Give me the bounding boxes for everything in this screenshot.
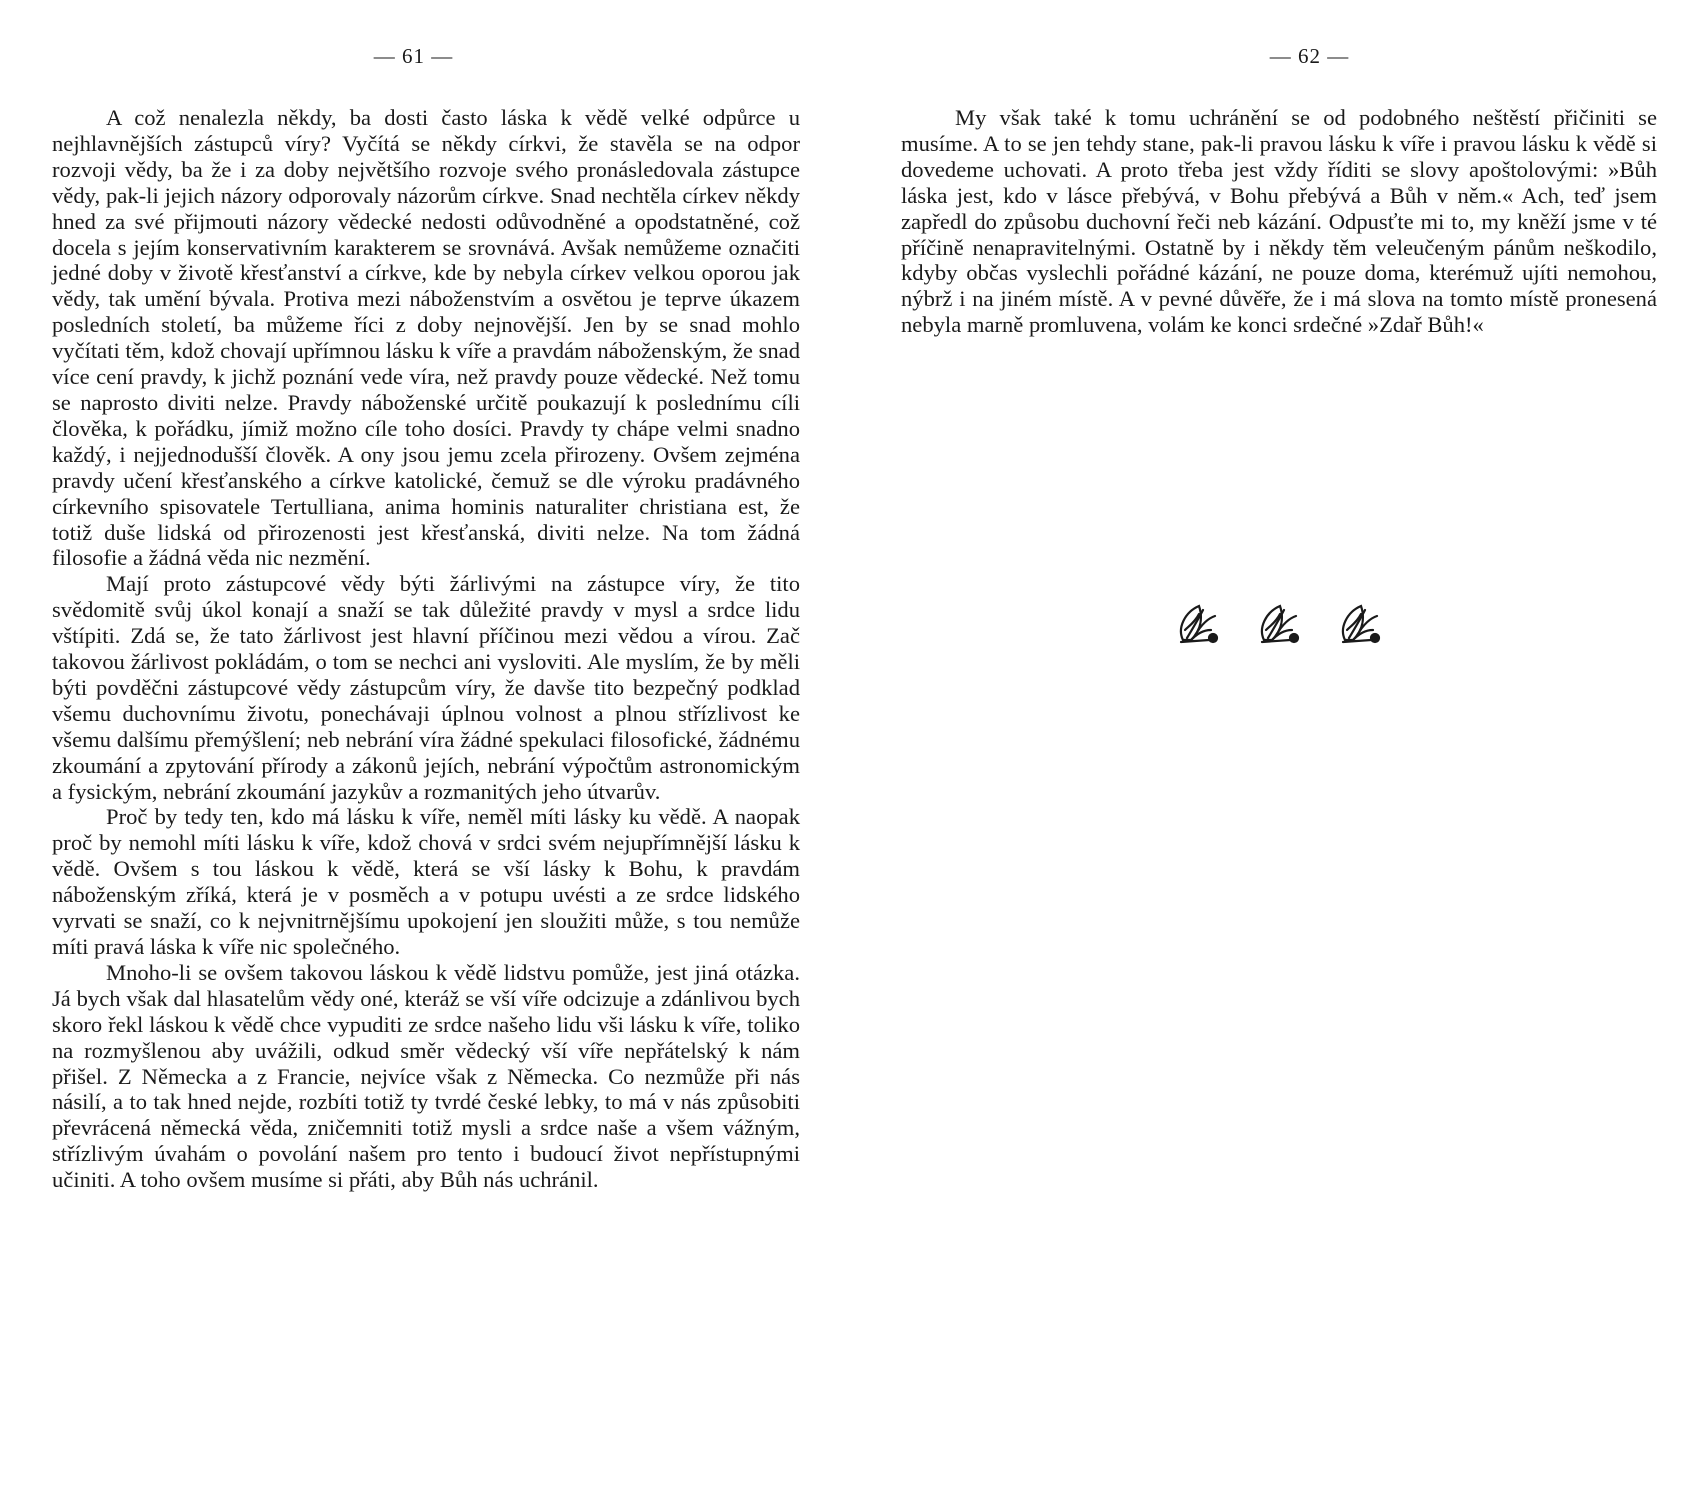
leaf-ornament-icon [1173,600,1221,648]
closing-ornament [1173,600,1383,650]
paragraph: Mají proto zástupcové vědy býti žárlivými na zástupce víry, že tito svědomitě svůj úkol konají a snaží se tak důležité pravdy v mysl a srdce lidu vštípiti. Zdá se, že tato žárlivost jest hlavní příčinou mezi vědou a vírou. Zač takovou žárlivost pokládám, o tom se nechci ani vysloviti. Ale myslím, že by měli býti povděčni zástupcové vědy zástupcům víry, že davše tito bezpečný podklad všemu duchovnímu životu, ponechávaji úplnou volnost a plnou střízlivost ke všemu dalšímu přemýšlení; neb nebrání víra žádné spekulaci filosofické, žádnému zkoumání a zpytování přírody a zákonů jejích, nebrání výpočtům astronomickým a fysickým, nebrání zkoumání jazykův a rozmanitých jeho útvarův. [52,571,800,804]
leaf-ornament-icon [1254,600,1302,648]
right-page [843,0,1686,1500]
paragraph: My však také k tomu uchránění se od podobného neštěstí přičiniti se musíme. A to se jen tehdy stane, pak-li pravou lásku k víře i pravou lásku k vědě si dovedeme uchovati. A proto třeba jest vždy říditi se slovy apoštolovými: »Bůh láska jest, kdo v lásce přebývá, v Bohu přebývá a Bůh v něm.« Ach, teď jsem zapředl do způsobu duchovní řeči neb kázání. Odpusťte mi to, my kněží jsme v té příčině nenapravitelnými. Ostatně by i někdy těm veleučeným pánům neškodilo, kdyby občas vyslechli pořádné kázání, ne pouze doma, kterémuž ujíti nemohou, nýbrž i na jiném místě. A v pevné důvěře, že i má slova na tomto místě pronesená nebyla marně promluvena, volám ke konci srdečné »Zdař Bůh!« [901,105,1657,338]
page-number: — 61 — [373,44,454,68]
leaf-ornament-icon [1335,600,1383,648]
paragraph: A což nenalezla někdy, ba dosti často láska k vědě velké odpůrce u nejhlavnějších zástupců víry? Vyčítá se někdy církvi, že stavěla se na odpor rozvoji vědy, ba že i za doby největšího rozvoje svého pronásledovala zástupce vědy, pak-li jejich názory odporovaly názorům církve. Snad nechtěla církev někdy hned za své přijmouti názory vědecké nedosti odůvodněné a opodstatněné, což docela s jejím konservativním karakterem se srovnává. Avšak nemůžeme označiti jedné doby v životě křesťanství a církve, kde by nebyla církev velkou oporou jak vědy, tak umění bývala. Protiva mezi náboženstvím a osvětou je teprve úkazem posledních století, ba můžeme říci z doby nejnovější. Jen by se snad mohlo vyčítati těm, kdož chovají upřímnou lásku k víře a pravdám náboženským, že snad více cení pravdy, k jichž poznání vede víra, než pravdy pouze vědecké. Než tomu se naprosto diviti nelze. Pravdy náboženské určitě poukazují k poslednímu cíli člověka, k pořádku, jímiž možno cíle toho dosíci. Pravdy ty chápe velmi snadno každý, i nejjednodušší člověk. A ony jsou jemu zcela přirozeny. Ovšem zejména pravdy učení křesťanského a církve katolické, čemuž se dle výroku pradávného církevního spisovatele Tertulliana, anima hominis naturaliter christiana est, že totiž duše lidská od přirozenosti jest křesťanská, diviti nelze. Na tom žádná filosofie a žádná věda nic nezmění. [52,105,800,571]
page-number: — 62 — [1269,44,1350,68]
text-column [52,105,800,1193]
paragraph: Mnoho-li se ovšem takovou láskou k vědě lidstvu pomůže, jest jiná otázka. Já bych však dal hlasatelům vědy oné, kteráž se vší víře odcizuje a zdánlivou bych skoro řekl láskou k vědě chce vypuditi ze srdce našeho lidu vši lásku k víře, toliko na rozmyšlenou aby uvážili, odkud směr vědecký vší víře nepřátelský k nám přišel. Z Německa a z Francie, nejvíce však z Německa. Co nezmůže při nás násilí, a to tak hned nejde, rozbíti totiž ty tvrdé české lebky, to má v nás způsobiti převrácená německá věda, zničemniti totiž mysli a srdce naše a všem vážným, střízlivým úvahám o povolání našem pro tento i budoucí život nepřístupnými učiniti. A toho ovšem musíme si přáti, aby Bůh nás uchránil. [52,959,800,1193]
paragraph: Proč by tedy ten, kdo má lásku k víře, neměl míti lásky ku vědě. A naopak proč by nemohl míti lásku k víře, kdož chová v srdci svém nejupřímnější lásku k vědě. Ovšem s tou láskou k vědě, která se vší lásky k Bohu, k pravdám náboženským zříká, která je v posměch a v potupu uvésti a ze srdce lidského vyrvati se snaží, co k nejvnitrnějšímu upokojení jen sloužiti může, s tou nemůže míti pravá láska k víře nic společného. [52,804,800,959]
text-column [901,105,1657,338]
